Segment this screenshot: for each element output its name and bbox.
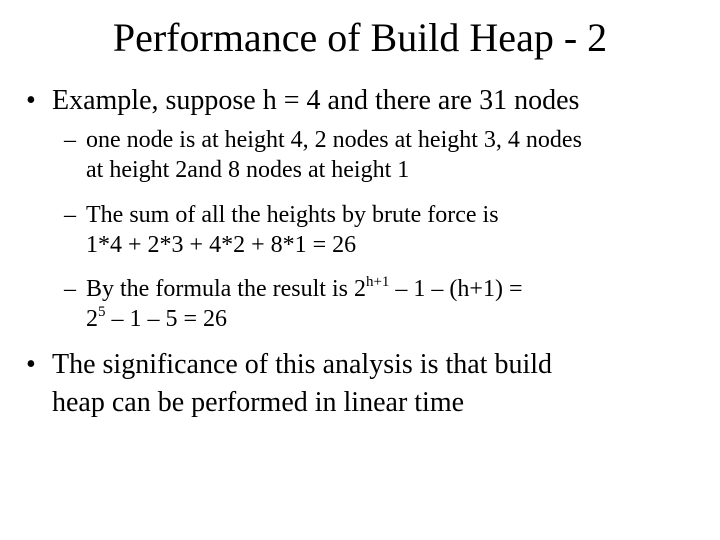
subbullet-line: 1*4 + 2*3 + 4*2 + 8*1 = 26 bbox=[86, 232, 357, 258]
dash-marker: – bbox=[64, 202, 76, 228]
dash-marker: – bbox=[64, 276, 76, 302]
formula-text: – 1 – 5 = 26 bbox=[105, 306, 228, 332]
subbullet-node-heights bbox=[64, 125, 582, 185]
dash-marker: – bbox=[64, 127, 76, 153]
bullet-line: The significance of this analysis is that build bbox=[52, 349, 553, 380]
formula-text: – 1 – (h+1) = bbox=[389, 276, 523, 302]
formula-line-1 bbox=[86, 274, 522, 304]
formula-line-2 bbox=[86, 304, 522, 334]
bullet-line: heap can be performed in linear time bbox=[52, 387, 465, 418]
bullet-significance bbox=[26, 346, 553, 422]
slide-title: Performance of Build Heap - 2 bbox=[112, 15, 608, 60]
bullet-marker: • bbox=[26, 349, 36, 380]
formula-text: 2 bbox=[86, 306, 98, 332]
formula-exponent: 5 bbox=[98, 304, 106, 320]
subbullet-line: at height 2and 8 nodes at height 1 bbox=[86, 157, 410, 183]
subbullet-line: The sum of all the heights by brute force is bbox=[86, 202, 499, 228]
bullet-marker: • bbox=[26, 85, 36, 116]
subbullet-formula bbox=[64, 274, 523, 334]
formula-text: By the formula the result is 2 bbox=[86, 276, 366, 302]
formula-exponent: h+1 bbox=[365, 274, 390, 290]
subbullet-brute-force bbox=[64, 200, 499, 260]
bullet-example bbox=[26, 82, 580, 120]
subbullet-line: one node is at height 4, 2 nodes at height 3, 4 nodes bbox=[86, 127, 582, 153]
bullet-text: Example, suppose h = 4 and there are 31 nodes bbox=[52, 85, 580, 116]
